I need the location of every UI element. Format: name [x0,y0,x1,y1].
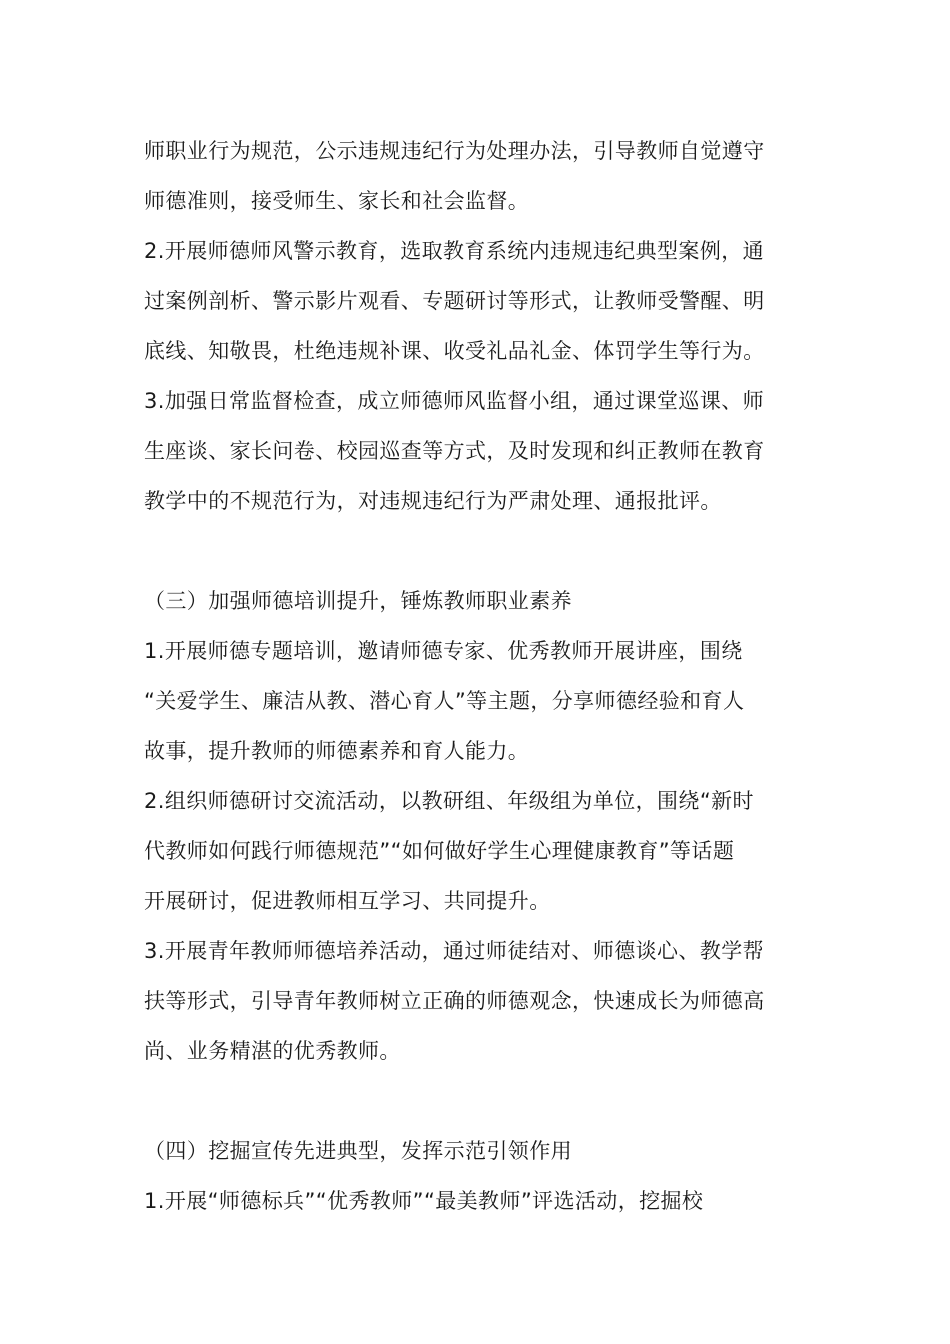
list-item-line: 1.开展“师德标兵”“优秀教师”“最美教师”评选活动，挖掘校 [144,1189,704,1213]
paragraph-line: 教学中的不规范行为，对违规违纪行为严肃处理、通报批评。 [144,489,722,513]
section-heading: （四）挖掘宣传先进典型，发挥示范引领作用 [144,1139,572,1163]
list-item-line: 2.开展师德师风警示教育，选取教育系统内违规违纪典型案例，通 [144,239,765,263]
paragraph-line: 尚、业务精湛的优秀教师。 [144,1039,401,1063]
paragraph-line: 故事，提升教师的师德素养和育人能力。 [144,739,530,763]
paragraph-line: 开展研讨，促进教师相互学习、共同提升。 [144,889,551,913]
list-item-line: 3.加强日常监督检查，成立师德师风监督小组，通过课堂巡课、师 [144,389,765,413]
paragraph-line: 生座谈、家长问卷、校园巡查等方式，及时发现和纠正教师在教育 [144,439,765,463]
paragraph-line: 过案例剖析、警示影片观看、专题研讨等形式，让教师受警醒、明 [144,289,765,313]
list-item-line: 1.开展师德专题培训，邀请师德专家、优秀教师开展讲座，围绕 [144,639,743,663]
section-heading: （三）加强师德培训提升，锤炼教师职业素养 [144,589,572,613]
list-item-line: 3.开展青年教师师德培养活动，通过师徒结对、师德谈心、教学帮 [144,939,765,963]
paragraph-line: “关爱学生、廉洁从教、潜心育人”等主题，分享师德经验和育人 [144,689,745,713]
list-item-line: 2.组织师德研讨交流活动，以教研组、年级组为单位，围绕“新时 [144,789,754,813]
paragraph-line: 代教师如何践行师德规范”“如何做好学生心理健康教育”等话题 [144,839,735,863]
paragraph-line: 扶等形式，引导青年教师树立正确的师德观念，快速成长为师德高 [144,989,765,1013]
paragraph-line: 师德准则，接受师生、家长和社会监督。 [144,189,530,213]
paragraph-line: 底线、知敬畏，杜绝违规补课、收受礼品礼金、体罚学生等行为。 [144,339,765,363]
paragraph-line: 师职业行为规范，公示违规违纪行为处理办法，引导教师自觉遵守 [144,139,765,163]
